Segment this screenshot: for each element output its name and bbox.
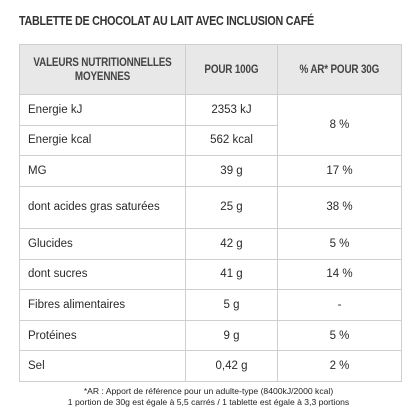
energy-ar-value: 8 % — [278, 95, 402, 156]
footnote-reference-intake: *AR : Apport de référence pour un adulte-type (8400kJ/2000 kcal) — [83, 386, 334, 396]
row-per100: 2353 kJ — [186, 95, 278, 126]
header-per-100g: POUR 100G — [186, 45, 278, 95]
table-row — [20, 95, 402, 126]
table-header-row — [20, 45, 402, 95]
page-title: TABLETTE DE CHOCOLAT AU LAIT AVEC INCLUSION CAFÉ — [19, 14, 314, 28]
table-row — [20, 259, 402, 290]
row-per100: 9 g — [186, 320, 278, 351]
row-label: Protéines — [20, 320, 186, 351]
row-ar: - — [278, 290, 402, 321]
row-per100: 42 g — [186, 229, 278, 260]
row-label: Energie kJ — [20, 95, 186, 126]
row-ar: 38 % — [278, 186, 402, 229]
table-row — [20, 320, 402, 351]
row-label: dont sucres — [20, 259, 186, 290]
row-per100: 562 kcal — [186, 125, 278, 156]
table-row — [20, 351, 402, 382]
table-row — [20, 186, 402, 229]
row-label: Glucides — [20, 229, 186, 260]
nutrition-table — [19, 44, 402, 382]
row-per100: 41 g — [186, 259, 278, 290]
header-ar-per-30g: % AR* POUR 30G — [278, 45, 402, 95]
row-ar: 14 % — [278, 259, 402, 290]
row-ar: 5 % — [278, 229, 402, 260]
row-label: Fibres alimentaires — [20, 290, 186, 321]
row-per100: 5 g — [186, 290, 278, 321]
table-row — [20, 156, 402, 187]
row-per100: 0,42 g — [186, 351, 278, 382]
table-row — [20, 229, 402, 260]
header-nutrition-values: VALEURS NUTRITIONNELLES MOYENNES — [20, 45, 186, 95]
row-label: dont acides gras saturées — [20, 186, 186, 229]
footnote-portion-info: 1 portion de 30g est égale à 5,5 carrés / 1 tablette est égale à 3,3 portions — [67, 397, 350, 407]
table-row — [20, 290, 402, 321]
row-ar: 17 % — [278, 156, 402, 187]
row-label: Sel — [20, 351, 186, 382]
row-ar: 5 % — [278, 320, 402, 351]
row-label: Energie kcal — [20, 125, 186, 156]
row-label: MG — [20, 156, 186, 187]
row-per100: 39 g — [186, 156, 278, 187]
row-ar: 2 % — [278, 351, 402, 382]
row-per100: 25 g — [186, 186, 278, 229]
